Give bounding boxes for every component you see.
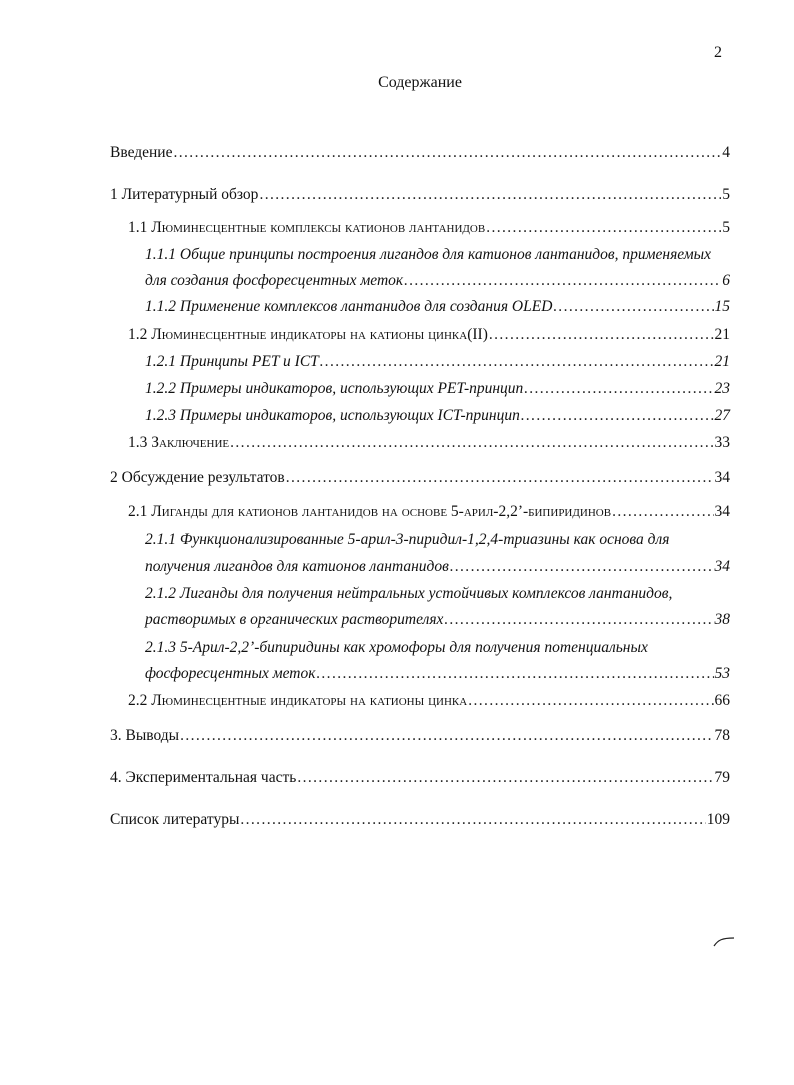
dot-leader [489, 325, 714, 345]
toc-entry-section-3: 3. Выводы ..... 78 [0, 726, 730, 746]
page-title: Содержание [378, 74, 462, 91]
dot-leader [259, 185, 721, 205]
toc-entry-2-1-2-line1: 2.1.2 Лиганды для получения нейтральных устойчивых комплексов лантанидов, [145, 585, 673, 602]
page-number: 2 [714, 44, 722, 61]
toc-entry-1-3: 1.3 Заключение ..... 33 [0, 433, 730, 453]
dot-leader [521, 406, 714, 426]
pen-mark-icon [712, 934, 736, 948]
dot-leader [450, 557, 714, 577]
dot-leader [404, 271, 721, 291]
toc-entry-1-1: 1.1 Люминесцентные комплексы катионов лантанидов ..... 5 [0, 218, 730, 238]
dot-leader [320, 352, 714, 372]
toc-entry-2-1: 2.1 Лиганды для катионов лантанидов на основе 5-арил-2,2’-бипиридинов ..... 34 [0, 502, 730, 522]
dot-leader [524, 379, 713, 399]
dot-leader [286, 468, 714, 488]
dot-leader [173, 143, 721, 163]
dot-leader [468, 691, 713, 711]
toc-entry-1-2-2: 1.2.2 Примеры индикаторов, использующих PET-принцип ..... 23 [0, 379, 730, 399]
toc-entry-2-1-1: получения лигандов для катионов лантанидов ..... 34 [0, 557, 730, 577]
toc-entry-2-1-3-line1: 2.1.3 5-Арил-2,2’-бипиридины как хромофоры для получения потенциальных [145, 639, 648, 656]
dot-leader [553, 297, 713, 317]
dot-leader [444, 610, 713, 630]
dot-leader [317, 664, 714, 684]
dot-leader [297, 768, 713, 788]
toc-entry-2-2: 2.2 Люминесцентные индикаторы на катионы цинка ..... 66 [0, 691, 730, 711]
dot-leader [486, 218, 721, 238]
toc-entry-section-1: 1 Литературный обзор ..... 5 [0, 185, 730, 205]
dot-leader [240, 810, 705, 830]
toc-entry-2-1-2: растворимых в органических растворителях ..... 38 [0, 610, 730, 630]
toc-entry-2-1-1-line1: 2.1.1 Функционализированные 5-арил-3-пиридил-1,2,4-триазины как основа для [145, 531, 670, 548]
toc-entry-1-2: 1.2 Люминесцентные индикаторы на катионы цинка(II) ..... 21 [0, 325, 730, 345]
toc-entry-1-1-1-line1: 1.1.1 Общие принципы построения лигандов для катионов лантанидов, применяемых [145, 246, 712, 263]
toc-entry-1-2-3: 1.2.3 Примеры индикаторов, использующих ICT-принцип ..... 27 [0, 406, 730, 426]
toc-entry-section-4: 4. Экспериментальная часть ..... 79 [0, 768, 730, 788]
dot-leader [230, 433, 713, 453]
dot-leader [612, 502, 713, 522]
toc-entry-1-2-1: 1.2.1 Принципы PET и ICT ..... 21 [0, 352, 730, 372]
toc-entry-references: Список литературы ..... 109 [0, 810, 730, 830]
toc-entry-intro: Введение ..... 4 [0, 143, 730, 163]
dot-leader [180, 726, 713, 746]
toc-entry-1-1-1: для создания фосфоресцентных меток ..... 6 [0, 271, 730, 291]
toc-entry-section-2: 2 Обсуждение результатов ..... 34 [0, 468, 730, 488]
toc-entry-2-1-3: фосфоресцентных меток ..... 53 [0, 664, 730, 684]
toc-entry-1-1-2: 1.1.2 Применение комплексов лантанидов для создания OLED ..... 15 [0, 297, 730, 317]
